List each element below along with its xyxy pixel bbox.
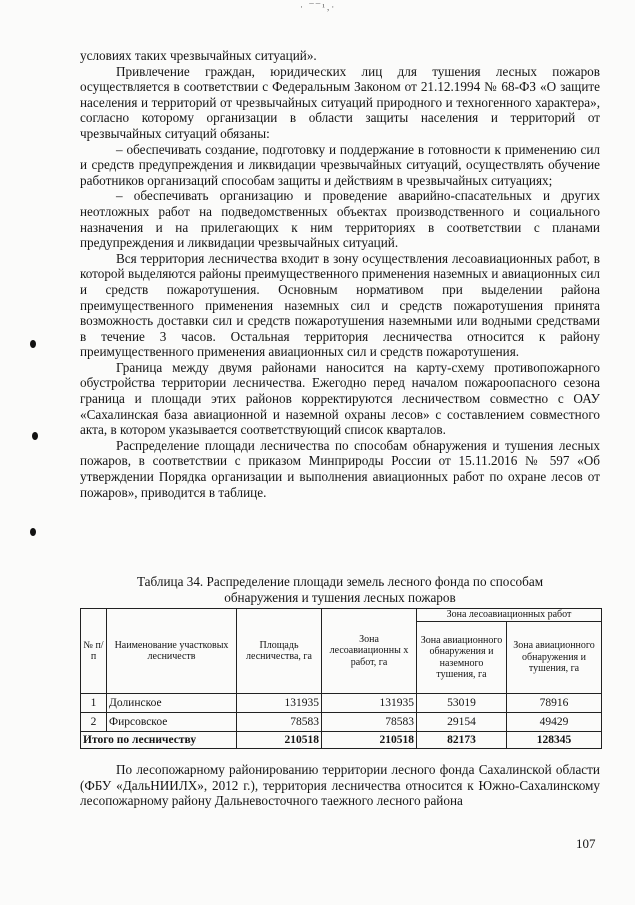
- header-zone-air: Зона авиационного обнаружения и тушения, га: [507, 622, 602, 694]
- cell-num: 2: [81, 713, 107, 732]
- scan-marks: · ¯¯¹,·: [300, 2, 337, 12]
- binder-hole-mark: [30, 340, 36, 348]
- cell-zone-ground: 29154: [417, 713, 507, 732]
- paragraph: Граница между двумя районами наносится на карту-схему противопожарного обустройства территории лесничества. Ежегодно перед началом пожароопасного сезона граница и площади этих районов корректируются лесничеством совместно с ОАУ «Сахалинская база авиационной и наземной охраны лесов» с составлением совместного акта, в котором указывается соответствующий список кварталов.: [80, 359, 600, 438]
- cell-area: 78583: [237, 713, 322, 732]
- binder-hole-mark: [30, 528, 36, 536]
- table-caption-line: Таблица 34. Распределение площади земель лесного фонда по способам: [136, 574, 544, 589]
- total-zone-ground: 82173: [417, 732, 507, 749]
- page-number: 107: [576, 836, 596, 851]
- body-text-bottom: [80, 762, 600, 809]
- paragraph: – обеспечивать создание, подготовку и поддержание в готовности к применению сил и средств предупреждения и ликвидации чрезвычайных ситуаций, осуществлять обучение работников организаций способам защиты и действиям в чрезвычайных ситуациях;: [80, 141, 600, 188]
- binder-hole-mark: [32, 432, 38, 440]
- table-row: [81, 713, 602, 732]
- forest-fire-zone-table: [80, 608, 602, 749]
- paragraph: – обеспечивать организацию и проведение аварийно-спасательных и других неотложных работ на подведомственных объектах производственного и социального назначения и на прилегающих к ним территориях в соответствии с планами предупреждения и ликвидации чрезвычайных ситуаций.: [80, 188, 600, 251]
- cell-zone-air: 49429: [507, 713, 602, 732]
- table-row: [81, 694, 602, 713]
- paragraph: Вся территория лесничества входит в зону осуществления лесоавиационных работ, в которой выделяются районы преимущественного применения наземных и авиационных сил и средств пожаротушения. Основным нормативом при выделении района преимущественного применения наземных сил и средств пожаротушения принята возможность доставки сил и средств пожаротушения наземными или водными средствами в течение 3 часов. Остальная территория лесничества относится к району преимущественного применения авиационных сил и средств пожаротушения.: [80, 250, 600, 360]
- cell-area: 131935: [237, 694, 322, 713]
- cell-name: Фирсовское: [107, 713, 237, 732]
- header-num: № п/п: [81, 609, 107, 694]
- total-zone-works: 210518: [322, 732, 417, 749]
- header-name: Наименование участковых лесничеств: [107, 609, 237, 694]
- paragraph: условиях таких чрезвычайных ситуаций».: [80, 48, 317, 63]
- header-zone-group: Зона лесоавиационных работ: [417, 609, 602, 622]
- cell-num: 1: [81, 694, 107, 713]
- total-area: 210518: [237, 732, 322, 749]
- total-zone-air: 128345: [507, 732, 602, 749]
- table-total-row: [81, 732, 602, 749]
- cell-zone-works: 78583: [322, 713, 417, 732]
- header-zone-ground: Зона авиационного обнаружения и наземного тушения, га: [417, 622, 507, 694]
- table-caption-line: обнаружения и тушения лесных пожаров: [224, 589, 456, 605]
- header-area: Площадь лесничества, га: [237, 609, 322, 694]
- cell-name: Долинское: [107, 694, 237, 713]
- paragraph: Распределение площади лесничества по способам обнаружения и тушения лесных пожаров, в соответствии с приказом Минприроды России от 15.11.2016 № 597 «Об утверждении Порядка организации и выполнения авиационных работ по охране лесов от пожаров», приводится в таблице.: [80, 437, 600, 500]
- cell-zone-ground: 53019: [417, 694, 507, 713]
- body-text-top: [80, 48, 600, 500]
- cell-zone-works: 131935: [322, 694, 417, 713]
- paragraph: По лесопожарному районированию территории лесного фонда Сахалинской области (ФБУ «ДальНИИЛХ», 2012 г.), территория лесничества относится к Южно-Сахалинскому лесопожарному району Дальневосточного таежного лесного района: [80, 762, 600, 809]
- table-caption: [80, 574, 600, 605]
- total-label: Итого по лесничеству: [81, 732, 237, 749]
- paragraph: Привлечение граждан, юридических лиц для тушения лесных пожаров осуществляется в соответствии с Федеральным Законом от 21.12.1994 № 68-ФЗ «О защите населения и территорий от чрезвычайных ситуаций природного и техногенного характера», согласно которому организации в области защиты населения и территорий от чрезвычайных ситуаций обязаны:: [80, 63, 600, 141]
- cell-zone-air: 78916: [507, 694, 602, 713]
- header-zone-works: Зона лесоавиационны х работ, га: [322, 609, 417, 694]
